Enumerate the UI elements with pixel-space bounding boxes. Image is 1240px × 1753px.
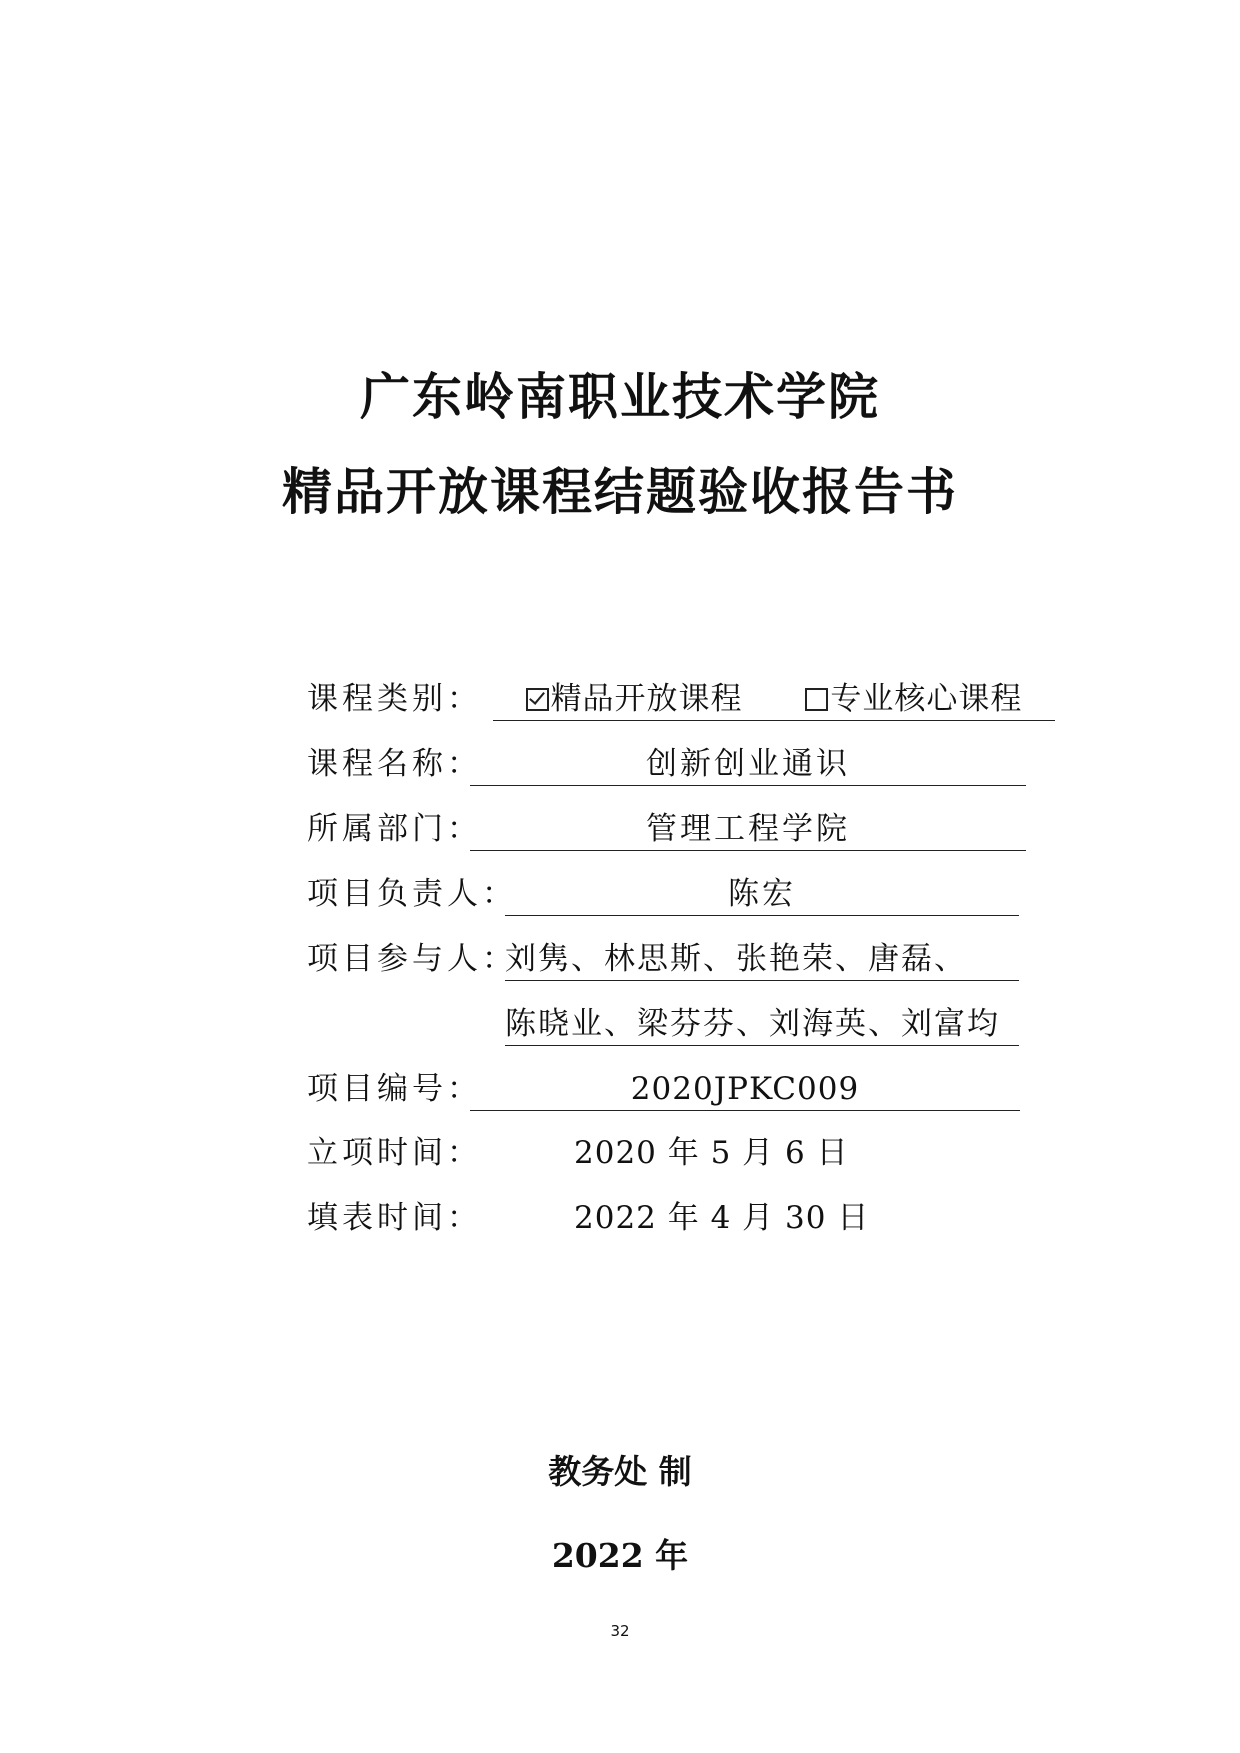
project-members-line2: 陈晓业、梁芬芬、刘海英、刘富均 <box>505 1001 1019 1046</box>
course-name-value: 创新创业通识 <box>470 741 1026 786</box>
project-id-value: 2020JPKC009 <box>470 1066 1020 1111</box>
project-members-line1: 刘隽、林思斯、张艳荣、唐磊、 <box>505 936 1019 981</box>
checked-checkbox-icon[interactable] <box>526 688 549 711</box>
fill-date-value: 2022 年 4 月 30 日 <box>574 1200 870 1236</box>
department-value: 管理工程学院 <box>470 806 1026 851</box>
course-category-options <box>493 676 1055 721</box>
report-title: 精品开放课程结题验收报告书 <box>282 462 958 521</box>
project-lead-label: 项目负责人： <box>307 876 517 912</box>
start-date-label: 立项时间： <box>307 1135 482 1171</box>
project-members-label: 项目参与人： <box>307 941 517 977</box>
project-id-label: 项目编号： <box>307 1071 482 1107</box>
option-core-course[interactable] <box>805 676 1022 722</box>
course-name-label: 课程名称： <box>307 746 482 782</box>
start-date-value: 2020 年 5 月 6 日 <box>574 1135 849 1171</box>
option-core-course-label: 专业核心课程 <box>830 681 1023 717</box>
department-label: 所属部门： <box>307 811 482 847</box>
option-premium-open-course-label: 精品开放课程 <box>550 681 743 717</box>
course-category-label: 课程类别： <box>307 681 482 717</box>
issuing-office: 教务处 制 <box>548 1452 692 1491</box>
institution-title: 广东岭南职业技术学院 <box>360 367 880 426</box>
project-lead-value: 陈宏 <box>505 871 1019 916</box>
unchecked-checkbox-icon[interactable] <box>805 688 828 711</box>
issue-year: 2022 年 <box>551 1536 689 1575</box>
fill-date-label: 填表时间： <box>307 1200 482 1236</box>
option-premium-open-course[interactable] <box>526 676 743 722</box>
page-number: 32 <box>610 1622 630 1640</box>
